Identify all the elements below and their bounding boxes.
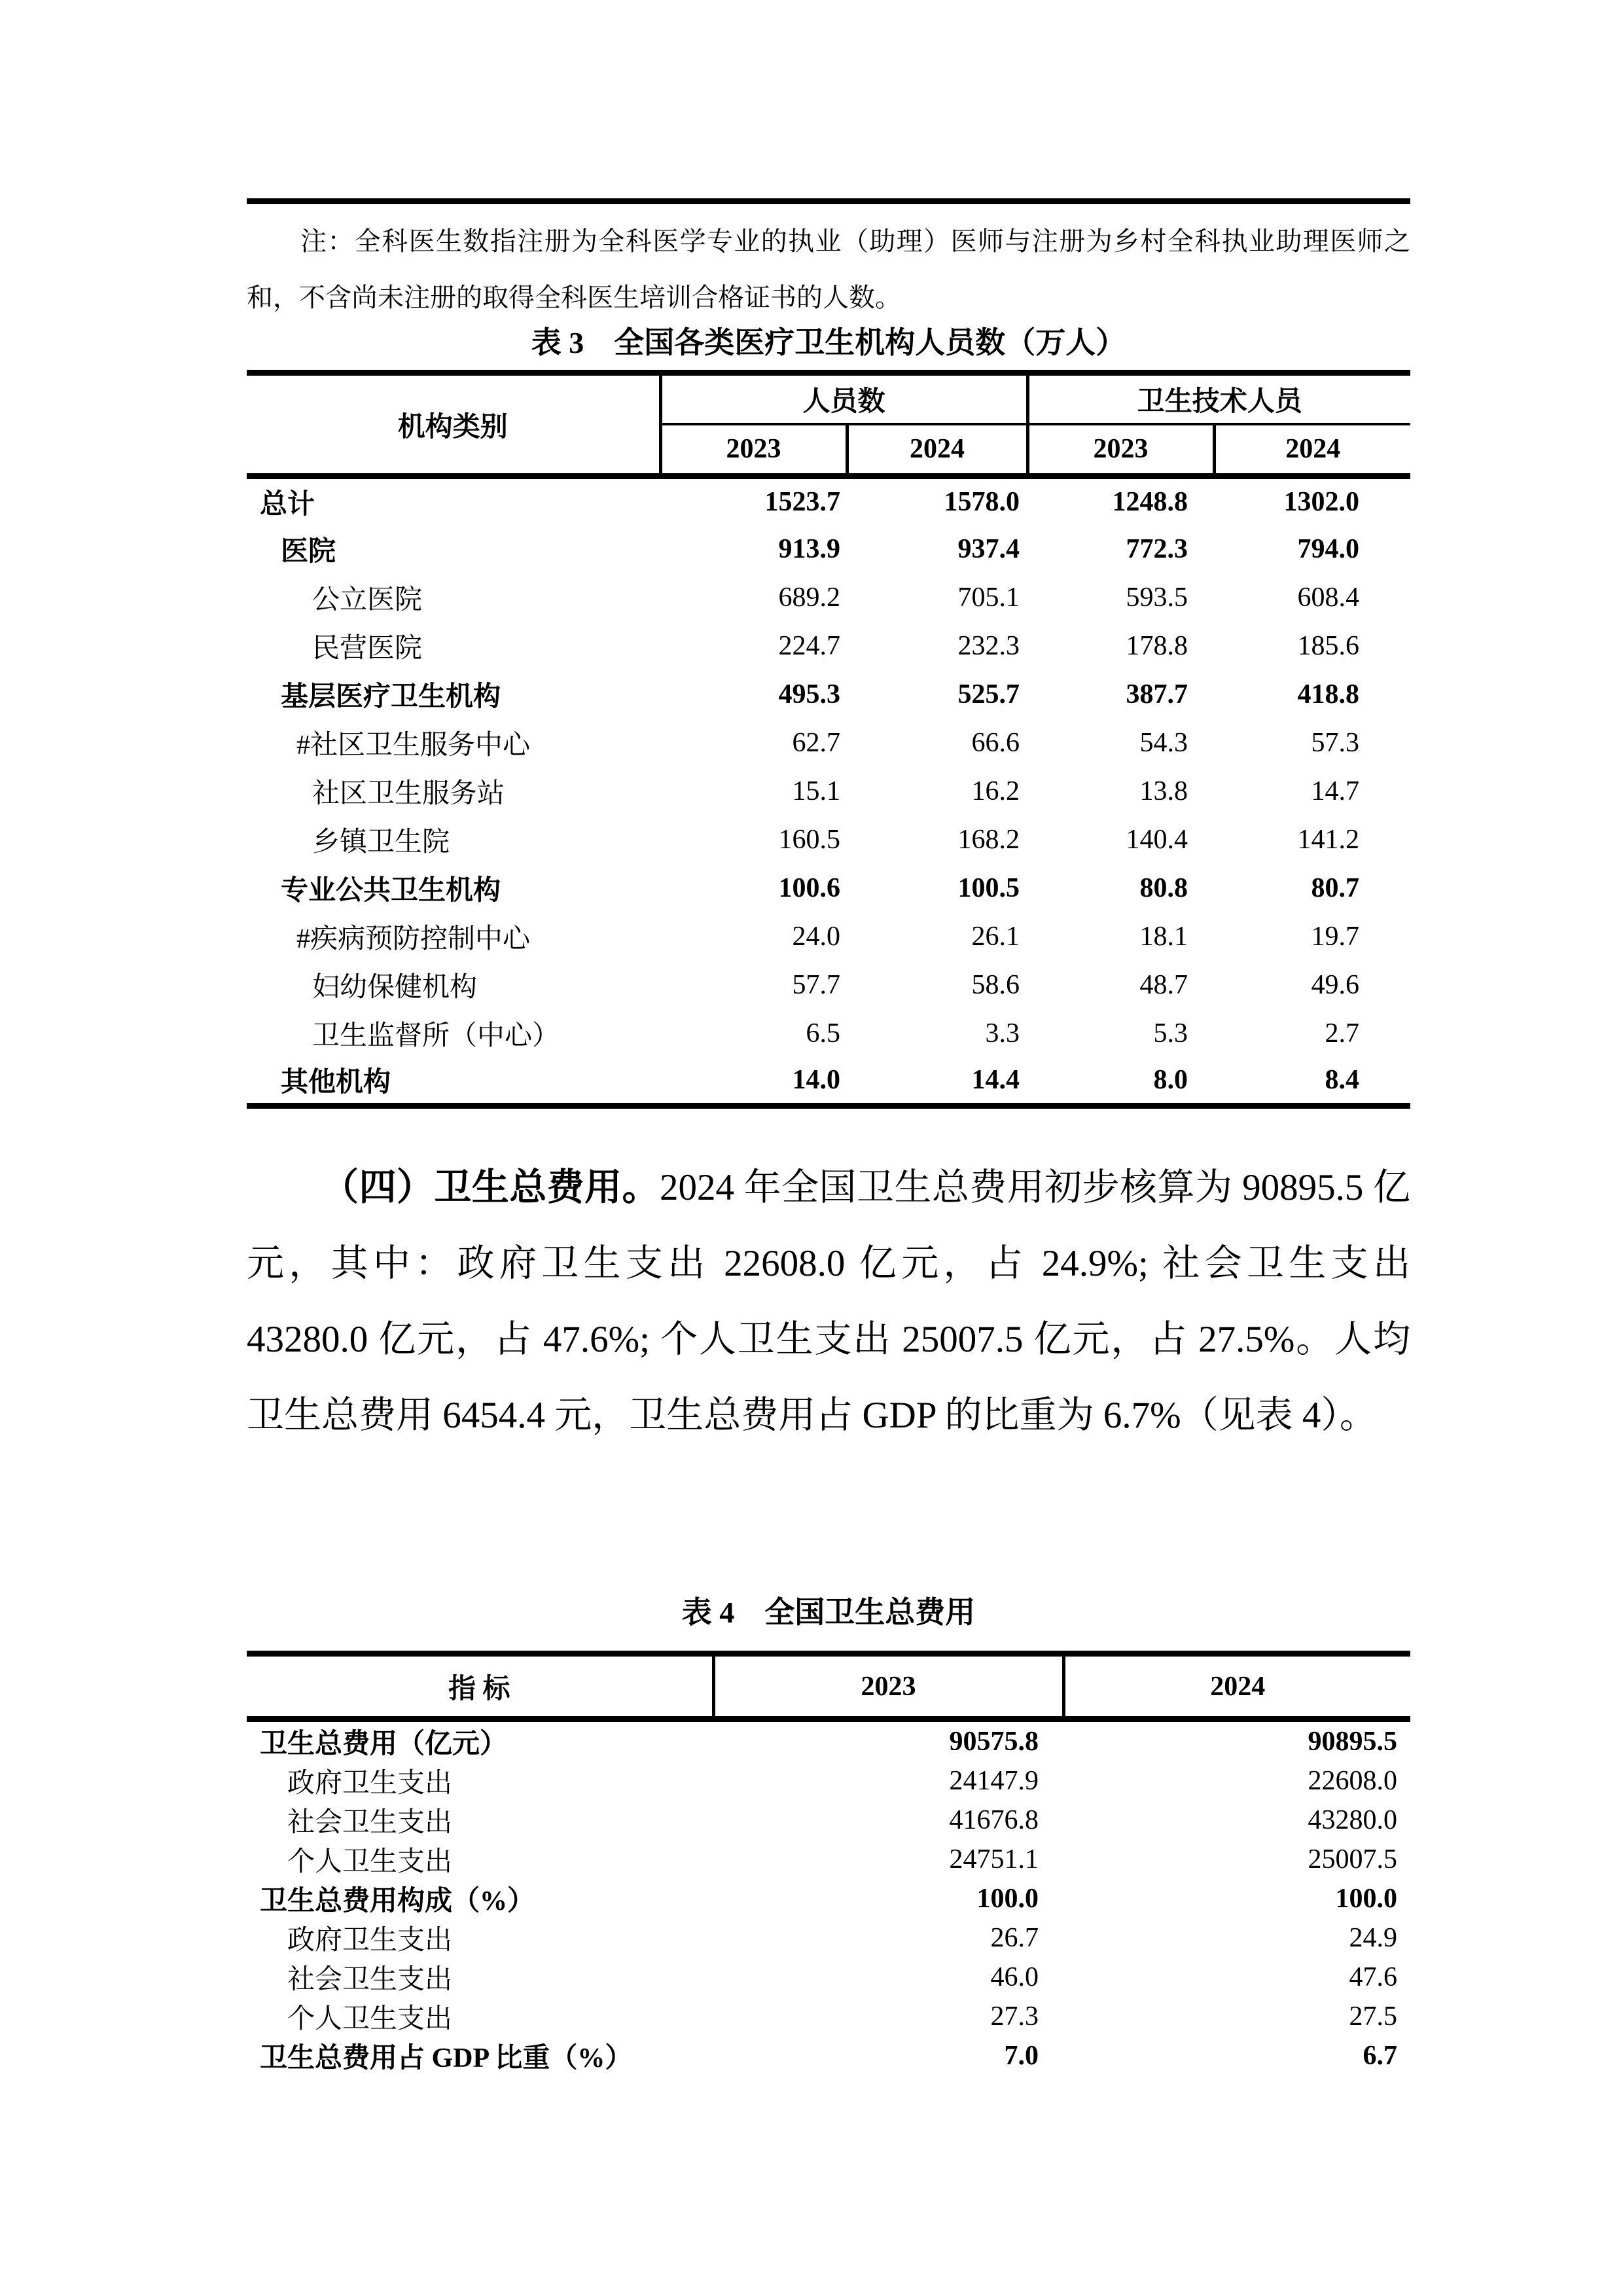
row-label: #社区卫生服务中心	[296, 730, 531, 761]
cell-value: 387.7	[1126, 679, 1188, 709]
row-label: 社会卫生支出	[287, 1965, 453, 1995]
cell-value: 66.6	[971, 727, 1020, 758]
table-row	[247, 719, 1410, 767]
cell-value: 24147.9	[949, 1766, 1039, 1796]
table-row	[247, 1997, 1410, 2036]
table-row	[247, 622, 1410, 670]
cell-value: 100.0	[1335, 1884, 1397, 1914]
row-label: 政府卫生支出	[287, 1926, 453, 1956]
cell-value: 525.7	[957, 679, 1020, 709]
row-label: 专业公共卫生机构	[281, 875, 501, 906]
cell-value: 13.8	[1139, 776, 1188, 806]
cell-value: 937.4	[957, 533, 1020, 564]
table-row	[247, 1801, 1410, 1840]
table3-year-header: 2024	[847, 424, 1027, 476]
cell-value: 1302.0	[1283, 486, 1360, 517]
row-label: 卫生总费用构成（%）	[260, 1886, 535, 1916]
cell-value: 8.0	[1153, 1065, 1188, 1096]
cell-value: 705.1	[957, 582, 1020, 613]
cell-value: 14.0	[792, 1065, 840, 1096]
cell-value: 168.2	[957, 824, 1020, 855]
cell-value: 14.7	[1311, 776, 1360, 806]
row-label: 基层医疗卫生机构	[281, 681, 501, 712]
table-row	[247, 961, 1410, 1009]
cell-value: 772.3	[1126, 533, 1188, 564]
cell-value: 6.7	[1363, 2041, 1397, 2071]
table3-header-row-groups	[247, 373, 1410, 424]
table-row	[247, 912, 1410, 961]
table-row	[247, 1058, 1410, 1106]
table-row	[247, 1958, 1410, 1997]
cell-value: 80.8	[1139, 872, 1188, 903]
cell-value: 185.6	[1297, 630, 1360, 661]
cell-value: 48.7	[1139, 969, 1188, 1000]
cell-value: 1248.8	[1112, 486, 1188, 517]
cell-value: 141.2	[1297, 824, 1360, 855]
paragraph-body: 2024 年全国卫生总费用初步核算为 90895.5 亿元，其中：政府卫生支出 22608.0 亿元，占 24.9%; 社会卫生支出 43280.0 亿元，占 47.6%; 个人卫生支出 25007.5 亿元，占 27.5%。人均卫生总费用 6454.4 元，卫生总费用占 GDP 的比重为 6.7%（见表 4）。	[247, 1167, 1411, 1436]
cell-value: 58.6	[971, 969, 1020, 1000]
cell-value: 2.7	[1325, 1018, 1360, 1049]
cell-value: 100.6	[778, 872, 840, 903]
table-row	[247, 1719, 1410, 1762]
cell-value: 16.2	[971, 776, 1020, 806]
cell-value: 3.3	[985, 1018, 1020, 1049]
row-label: 乡镇卫生院	[312, 827, 450, 857]
row-label: 公立医院	[312, 584, 423, 615]
table4-year-header: 2024	[1063, 1654, 1410, 1719]
table4-header-indicator: 指 标	[247, 1654, 713, 1719]
table4-title: 表 4 全国卫生总费用	[681, 1596, 976, 1629]
cell-value: 90575.8	[949, 1727, 1039, 1757]
cell-value: 160.5	[778, 824, 840, 855]
row-label: 妇幼保健机构	[312, 972, 478, 1003]
horizontal-rule	[247, 198, 1410, 204]
table4-total-health-expenditure	[247, 1651, 1410, 2075]
table3-year-header: 2024	[1214, 424, 1410, 476]
cell-value: 608.4	[1297, 582, 1360, 613]
paragraph-lead: （四）卫生总费用。	[321, 1167, 660, 1208]
cell-value: 8.4	[1325, 1065, 1360, 1096]
cell-value: 46.0	[990, 1962, 1039, 1992]
table-row	[247, 1009, 1410, 1058]
cell-value: 100.5	[957, 872, 1020, 903]
table-row	[247, 864, 1410, 912]
cell-value: 43280.0	[1308, 1805, 1397, 1835]
cell-value: 22608.0	[1308, 1766, 1397, 1796]
cell-value: 47.6	[1349, 1962, 1397, 1992]
cell-value: 26.7	[990, 1923, 1039, 1953]
cell-value: 24.0	[792, 921, 840, 952]
row-label: 卫生监督所（中心）	[312, 1020, 560, 1051]
cell-value: 15.1	[792, 776, 840, 806]
cell-value: 26.1	[971, 921, 1020, 952]
cell-value: 27.5	[1349, 2001, 1397, 2032]
cell-value: 25007.5	[1308, 1844, 1397, 1874]
cell-value: 90895.5	[1308, 1727, 1397, 1757]
cell-value: 178.8	[1126, 630, 1188, 661]
cell-value: 224.7	[778, 630, 840, 661]
body-paragraph	[247, 1150, 1410, 1454]
cell-value: 24751.1	[949, 1844, 1039, 1874]
cell-value: 62.7	[792, 727, 840, 758]
cell-value: 794.0	[1297, 533, 1360, 564]
cell-value: 140.4	[1126, 824, 1188, 855]
cell-value: 495.3	[778, 679, 840, 709]
cell-value: 418.8	[1297, 679, 1360, 709]
row-label: 其他机构	[281, 1067, 391, 1098]
cell-value: 6.5	[806, 1018, 840, 1049]
cell-value: 100.0	[976, 1884, 1039, 1914]
cell-value: 7.0	[1004, 2041, 1039, 2071]
table-row	[247, 525, 1410, 573]
table3-header-personnel: 人员数	[660, 373, 1027, 424]
cell-value: 27.3	[990, 2001, 1039, 2032]
cell-value: 1578.0	[944, 486, 1020, 517]
row-label: 卫生总费用占 GDP 比重（%）	[260, 2043, 633, 2073]
cell-value: 54.3	[1139, 727, 1188, 758]
table4-year-header: 2023	[713, 1654, 1063, 1719]
row-label: 社会卫生支出	[287, 1808, 453, 1838]
row-label: 个人卫生支出	[287, 1847, 453, 1877]
cell-value: 24.9	[1349, 1923, 1397, 1953]
table-row	[247, 1918, 1410, 1958]
row-label: 民营医院	[312, 633, 423, 664]
cell-value: 232.3	[957, 630, 1020, 661]
table-row	[247, 2036, 1410, 2075]
table3-header-category: 机构类别	[247, 373, 660, 476]
cell-value: 57.7	[792, 969, 840, 1000]
table-row	[247, 573, 1410, 622]
cell-value: 593.5	[1126, 582, 1188, 613]
table-row	[247, 1761, 1410, 1801]
row-label: 卫生总费用（亿元）	[260, 1729, 508, 1759]
cell-value: 19.7	[1311, 921, 1360, 952]
cell-value: 80.7	[1311, 872, 1360, 903]
table3-year-header: 2023	[1027, 424, 1214, 476]
table-footnote: 注：全科医生数指注册为全科医学专业的执业（助理）医师与注册为乡村全科执业助理医师之和，不含尚未注册的取得全科医生培训合格证书的人数。	[247, 226, 1410, 312]
cell-value: 1523.7	[764, 486, 840, 517]
table-row	[247, 816, 1410, 864]
table3-title: 表 3 全国各类医疗卫生机构人员数（万人）	[531, 326, 1126, 359]
row-label: 政府卫生支出	[287, 1768, 453, 1799]
table3-year-header: 2023	[660, 424, 847, 476]
row-label: 总计	[260, 489, 315, 520]
cell-value: 49.6	[1311, 969, 1360, 1000]
cell-value: 689.2	[778, 582, 840, 613]
table-row	[247, 767, 1410, 816]
table-row	[247, 1840, 1410, 1879]
table-row	[247, 1879, 1410, 1918]
cell-value: 14.4	[971, 1065, 1020, 1096]
cell-value: 913.9	[778, 533, 840, 564]
row-label: 个人卫生支出	[287, 2004, 453, 2034]
table3-institution-personnel	[247, 370, 1410, 1109]
cell-value: 41676.8	[949, 1805, 1039, 1835]
cell-value: 57.3	[1311, 727, 1360, 758]
row-label: #疾病预防控制中心	[296, 924, 531, 954]
table3-header-technicians: 卫生技术人员	[1027, 373, 1410, 424]
table-row	[247, 476, 1410, 525]
row-label: 医院	[281, 536, 336, 567]
row-label: 社区卫生服务站	[312, 778, 505, 809]
table-row	[247, 670, 1410, 719]
table4-header-row	[247, 1654, 1410, 1719]
cell-value: 5.3	[1153, 1018, 1188, 1049]
cell-value: 18.1	[1139, 921, 1188, 952]
